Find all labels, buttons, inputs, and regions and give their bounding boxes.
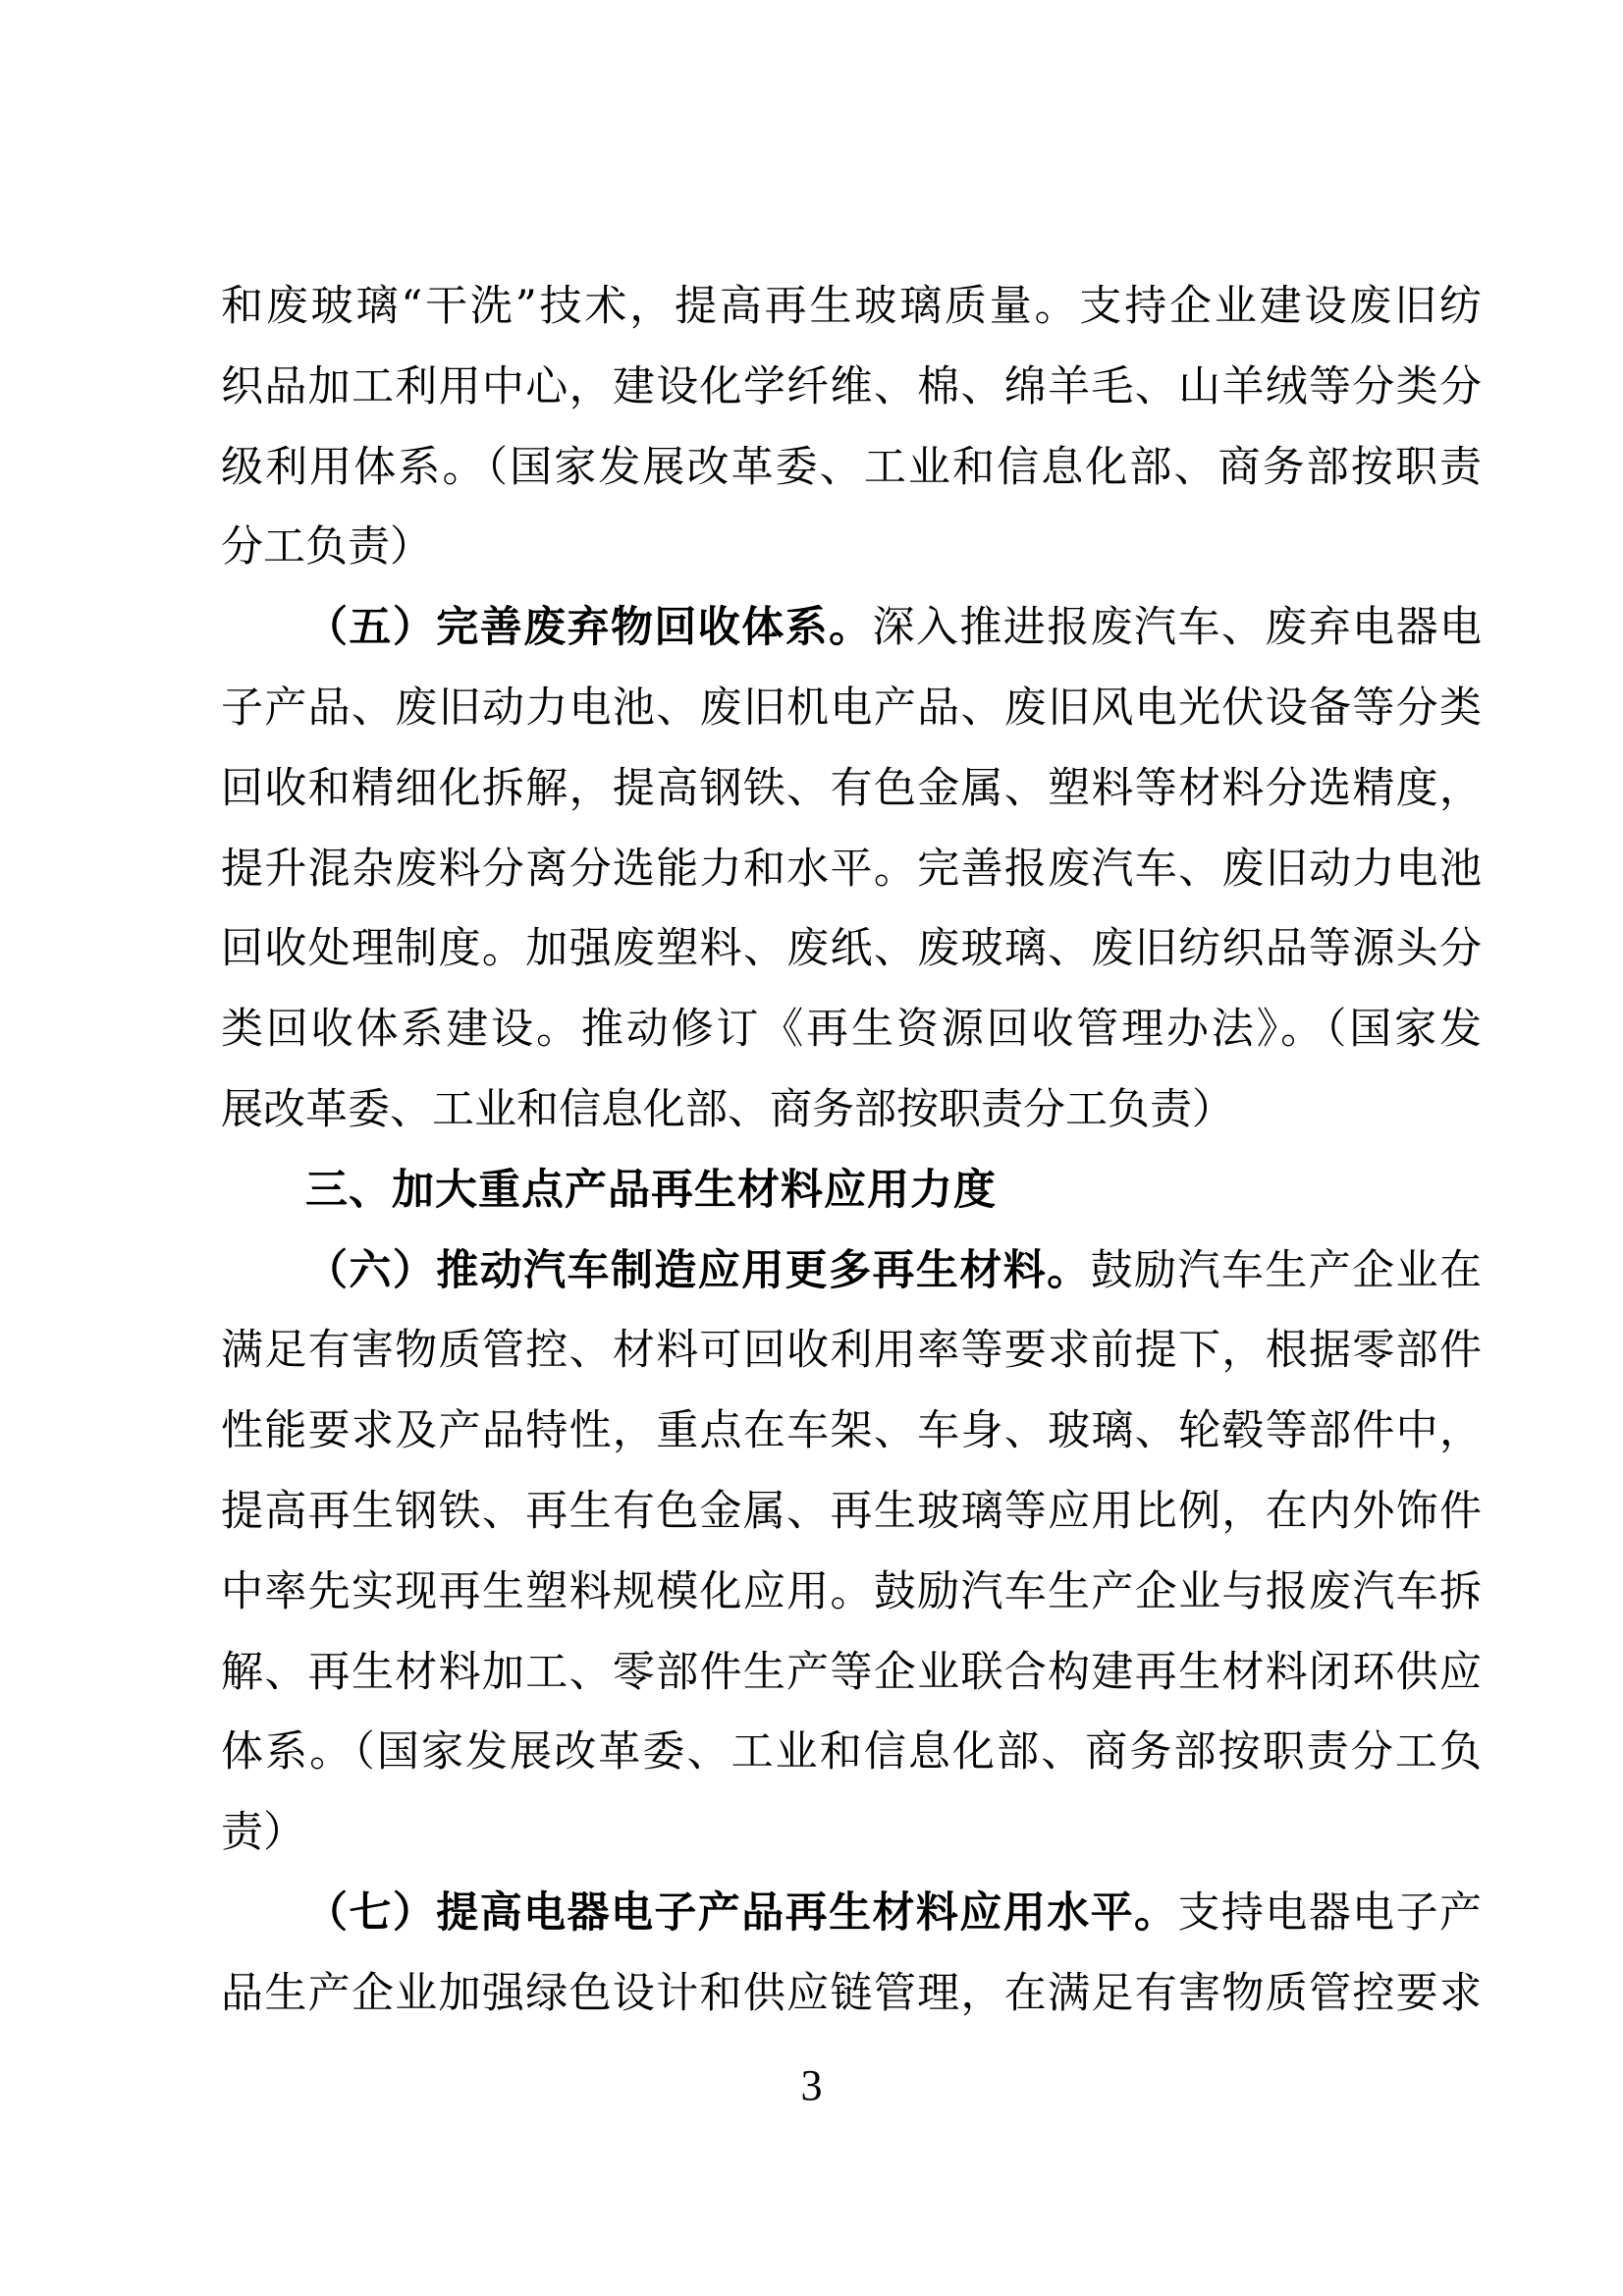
text-line: （五）完善废弃物回收体系。深入推进报废汽车、废弃电器电 [305,603,1482,653]
text-line: 类回收体系建设。推动修订《再生资源回收管理办法》。（国家发 [221,1005,1482,1055]
text-line: （七）提高电器电子产品再生材料应用水平。支持电器电子产 [305,1887,1482,1938]
text-line: 和废玻璃“干洗”技术，提高再生玻璃质量。支持企业建设废旧纺 [221,282,1482,331]
text-line: 织品加工利用中心，建设化学纤维、棉、绵羊毛、山羊绒等分类分 [221,361,1482,411]
text-line: 级利用体系。（国家发展改革委、工业和信息化部、商务部按职责 [221,442,1482,492]
paragraph-lead: （五）完善废弃物回收体系。 [305,603,873,653]
text-line: 回收处理制度。加强废塑料、废纸、废玻璃、废旧纺织品等源头分 [221,924,1482,974]
text-line: 回收和精细化拆解，提高钢铁、有色金属、塑料等材料分选精度， [221,763,1482,813]
text-line: （六）推动汽车制造应用更多再生材料。鼓励汽车生产企业在 [305,1245,1482,1295]
text-line: 品生产企业加强绿色设计和供应链管理，在满足有害物质管控要求 [221,1968,1482,2018]
text-line: 责） [221,1808,305,1858]
section-heading: 三、加大重点产品再生材料应用力度 [305,1165,997,1215]
paragraph-lead: （七）提高电器电子产品再生材料应用水平。 [305,1887,1178,1938]
text-line: 满足有害物质管控、材料可回收利用率等要求前提下，根据零部件 [221,1326,1482,1376]
document-text-block [221,267,1482,2035]
text-line: 子产品、废旧动力电池、废旧机电产品、废旧风电光伏设备等分类 [221,683,1482,733]
text-line: 解、再生材料加工、零部件生产等企业联合构建再生材料闭环供应 [221,1647,1482,1697]
text-line: 分工负责） [221,522,432,573]
text-line: 提高再生钢铁、再生有色金属、再生玻璃等应用比例，在内外饰件 [221,1486,1482,1536]
paragraph-lead: （六）推动汽车制造应用更多再生材料。 [305,1245,1091,1295]
text-line: 展改革委、工业和信息化部、商务部按职责分工负责） [221,1084,1234,1134]
text-line: 提升混杂废料分离分选能力和水平。完善报废汽车、废旧动力电池 [221,844,1482,894]
text-line: 中率先实现再生塑料规模化应用。鼓励汽车生产企业与报废汽车拆 [221,1566,1482,1616]
page-number: 3 [800,2061,823,2109]
text-line: 体系。（国家发展改革委、工业和信息化部、商务部按职责分工负 [221,1727,1482,1777]
text-line: 性能要求及产品特性，重点在车架、车身、玻璃、轮毂等部件中， [221,1406,1482,1456]
